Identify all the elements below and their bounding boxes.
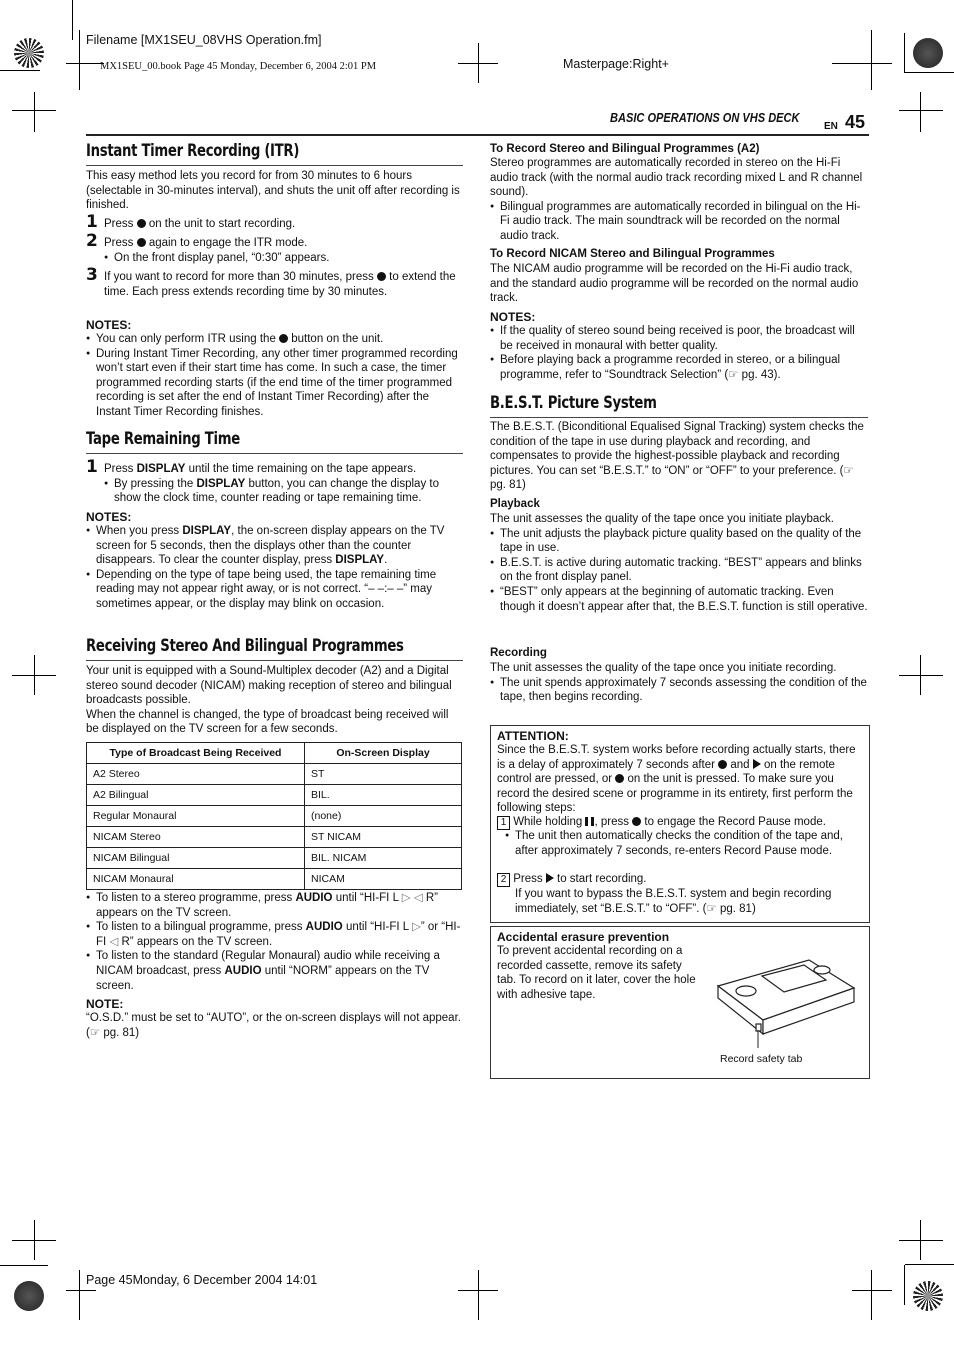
erasure-heading: Accidental erasure prevention bbox=[497, 930, 670, 944]
tape-step-1: Press DISPLAY until the time remaining on the tape appears. ● By pressing the DISPLAY button, you can change the display to show the clock time, counter reading or tape remaining time. bbox=[104, 462, 464, 506]
masterpage-label: Masterpage:Right+ bbox=[563, 57, 669, 71]
table-cell: ST bbox=[305, 764, 462, 785]
crop-line bbox=[899, 1240, 943, 1241]
list-item: ● Bilingual programmes are automatically recorded in bilingual on the Hi-Fi audio track. The main soundtrack will be recorded on the normal audio track. bbox=[490, 200, 870, 244]
list-item: ● “BEST” only appears at the beginning of automatic tracking. Even though it doesn’t appear after that, the B.E.S.T. function is still operative. bbox=[490, 585, 870, 614]
crop-line bbox=[904, 1265, 905, 1305]
step-number: 1 bbox=[86, 212, 98, 232]
section-underline bbox=[86, 660, 463, 661]
section-underline bbox=[86, 165, 463, 166]
play-button-icon bbox=[753, 759, 761, 769]
list-item: ● To listen to a stereo programme, press AUDIO until “HI-FI L ▷ ◁ R” appears on the TV screen. bbox=[86, 891, 464, 920]
section-title-best: B.E.S.T. Picture System bbox=[490, 393, 657, 413]
list-item: ● When you press DISPLAY, the on-screen display appears on the TV screen for 5 seconds, then the displays other than the counter disappears. To clear the counter display, press DISPLAY. bbox=[86, 524, 464, 568]
registration-mark-top-left bbox=[14, 38, 44, 68]
section-underline bbox=[490, 417, 868, 418]
crop-line bbox=[79, 1270, 80, 1320]
list-item: ● By pressing the DISPLAY button, you can change the display to show the clock time, counter reading or tape remaining time. bbox=[104, 477, 464, 506]
crop-line bbox=[905, 1264, 954, 1265]
attention-step-2: 2 Press to start recording. bbox=[497, 872, 867, 887]
column-header: Type of Broadcast Being Received bbox=[87, 743, 305, 764]
speaker-icon: ▷ bbox=[401, 892, 411, 904]
crop-line bbox=[34, 1220, 35, 1260]
book-info: MX1SEU_00.book Page 45 Monday, December 6, 2004 2:01 PM bbox=[100, 61, 377, 72]
section-underline bbox=[86, 453, 463, 454]
itr-step-1: Press on the unit to start recording. bbox=[104, 218, 296, 230]
crop-line bbox=[904, 33, 905, 73]
language-tag: EN bbox=[824, 121, 838, 132]
table-cell: BIL. NICAM bbox=[305, 848, 462, 869]
filename-label: Filename [MX1SEU_08VHS Operation.fm] bbox=[86, 33, 322, 47]
header-rule bbox=[86, 134, 869, 136]
attention-step-1: 1 While holding , press to engage the Record Pause mode. bbox=[497, 815, 867, 830]
list-item: ● B.E.S.T. is active during automatic tracking. “BEST” appears and blinks on the front display panel. bbox=[490, 556, 870, 585]
crop-line bbox=[920, 655, 921, 695]
note-heading: NOTE: bbox=[86, 997, 124, 1011]
crop-line bbox=[79, 30, 80, 90]
record-button-icon bbox=[137, 238, 146, 247]
safety-tab-label: Record safety tab bbox=[720, 1053, 803, 1065]
crop-line bbox=[72, 0, 73, 40]
table-cell: A2 Stereo bbox=[87, 764, 305, 785]
list-item: ● If the quality of stereo sound being received is poor, the broadcast will be received in monaural with better quality. bbox=[490, 324, 870, 353]
notes-heading: NOTES: bbox=[86, 510, 132, 524]
crop-line bbox=[66, 63, 104, 64]
crop-line bbox=[871, 30, 872, 90]
attention-step-2-text: If you want to bypass the B.E.S.T. system and begin recording immediately, set “B.E.S.T.” to “OFF”. (☞ pg. 81) bbox=[515, 888, 832, 915]
column-header: On-Screen Display bbox=[305, 743, 462, 764]
registration-mark-bottom-left bbox=[14, 1281, 44, 1311]
crop-line bbox=[478, 43, 479, 83]
table-header-row bbox=[87, 743, 462, 764]
crop-line bbox=[0, 70, 40, 71]
table-cell: NICAM Bilingual bbox=[87, 848, 305, 869]
step-number: 2 bbox=[86, 231, 98, 251]
table-cell: BIL. bbox=[305, 785, 462, 806]
subheading-a2: To Record Stereo and Bilingual Programmes (A2) bbox=[490, 143, 760, 155]
list-item: ● The unit adjusts the playback picture quality based on the quality of the tape in use. bbox=[490, 527, 870, 556]
crop-line bbox=[34, 92, 35, 132]
section-title-tape: Tape Remaining Time bbox=[86, 429, 240, 449]
list-item: ● Depending on the type of tape being used, the tape remaining time reading may not appear right away, or is not correct. “– –:– –” may sometimes appear, or the display may blink on occasion. bbox=[86, 568, 464, 612]
list-item: ● The unit then automatically checks the condition of the tape and, after approximately 7 seconds, re-enters Record Pause mode. bbox=[505, 829, 865, 858]
speaker-icon: ◁ bbox=[413, 892, 423, 904]
nicam-text: The NICAM audio programme will be recorded on the Hi-Fi audio track, and the standard audio programme will be recorded on the normal audio track. bbox=[490, 263, 859, 305]
section-header: BASIC OPERATIONS ON VHS DECK bbox=[610, 110, 800, 125]
step-number: 1 bbox=[86, 457, 98, 477]
crop-line bbox=[0, 1265, 48, 1266]
record-button-icon bbox=[718, 760, 727, 769]
crop-line bbox=[920, 1220, 921, 1260]
record-button-icon bbox=[632, 817, 641, 826]
list-item: ● On the front display panel, “0:30” appears. bbox=[104, 251, 462, 266]
record-button-icon bbox=[377, 272, 386, 281]
notes-heading: NOTES: bbox=[86, 318, 132, 332]
footer-text: Page 45Monday, 6 December 2004 14:01 bbox=[86, 1273, 318, 1287]
table-cell: ST NICAM bbox=[305, 827, 462, 848]
registration-mark-bottom-right bbox=[913, 1281, 943, 1311]
speaker-icon: ▷ bbox=[411, 921, 421, 934]
list-item: ● To listen to a bilingual programme, press AUDIO until “HI-FI L ▷” or “HI-FI ◁ R” appears on the TV screen. bbox=[86, 920, 464, 949]
registration-mark-top-right bbox=[913, 38, 943, 68]
table-row bbox=[87, 806, 462, 827]
table-cell: NICAM Monaural bbox=[87, 869, 305, 890]
crop-line bbox=[852, 1290, 892, 1291]
crop-line bbox=[920, 92, 921, 132]
itr-step-2: Press again to engage the ITR mode. ● On the front display panel, “0:30” appears. bbox=[104, 236, 462, 265]
page-number: 45 bbox=[845, 112, 866, 132]
crop-line bbox=[478, 1270, 479, 1320]
speaker-icon: ◁ bbox=[109, 935, 119, 948]
table-row bbox=[87, 848, 462, 869]
playback-text: The unit assesses the quality of the tape once you initiate playback. ● The unit adjusts the playback picture quality based on the quality of the tape in use. ● B.E.S.T. is active during automatic tracking. “BEST” appears and blinks on the front display panel. ● “BEST” only appears at the beginning of automatic tracking. Even though it doesn’t appear after that, the B.E.S.T. function is still operative. bbox=[490, 512, 870, 614]
best-intro: The B.E.S.T. (Biconditional Equalised Signal Tracking) system checks the condition of the tape in use during playback and recording, and compensates to provide the highest-possible playback and recording pictures. You can set “B.E.S.T.” to “ON” or “OFF” to your preference. (☞ pg. 81) bbox=[490, 421, 864, 492]
itr-notes bbox=[86, 332, 462, 420]
recording-text: The unit assesses the quality of the tape once you initiate recording. ● The unit spends approximately 7 seconds assessing the condition of the tape, then begins recording. bbox=[490, 661, 870, 705]
step-number: 3 bbox=[86, 265, 98, 285]
broadcast-table bbox=[86, 742, 462, 890]
attention-text: Since the B.E.S.T. system works before recording actually starts, there is a delay of approximately 7 seconds after and on the remote control are pressed, or on the unit is pressed. To make sure you record the desired scene or programme in its entirety, first perform the following steps: bbox=[497, 744, 856, 815]
crop-line bbox=[66, 1290, 96, 1291]
crop-line bbox=[899, 110, 943, 111]
itr-intro: This easy method lets you record for from 30 minutes to 6 hours (selectable in 30-minutes interval), and shuts the unit off after recording is finished. bbox=[86, 170, 460, 212]
attention-step-1-bullet bbox=[505, 829, 865, 858]
list-item: ● Before playing back a programme recorded in stereo, or a bilingual programme, refer to “Soundtrack Selection” (☞ pg. 43). bbox=[490, 353, 870, 382]
crop-line bbox=[905, 72, 954, 73]
crop-line bbox=[871, 1270, 872, 1320]
table-cell: (none) bbox=[305, 806, 462, 827]
erasure-text: To prevent accidental recording on a recorded cassette, remove its safety tab. To record on it later, cover the hole with adhesive tape. bbox=[497, 945, 696, 1001]
attention-heading: ATTENTION: bbox=[497, 729, 569, 743]
tape-notes bbox=[86, 524, 464, 612]
cassette-illustration bbox=[714, 958, 860, 1050]
itr-step-3: If you want to record for more than 30 minutes, press to extend the time. Each press extends recording time by 30 minutes. bbox=[104, 271, 456, 298]
list-item: ● The unit spends approximately 7 seconds assessing the condition of the tape, then begins recording. bbox=[490, 676, 870, 705]
record-button-icon bbox=[615, 774, 624, 783]
table-cell: NICAM bbox=[305, 869, 462, 890]
table-cell: Regular Monaural bbox=[87, 806, 305, 827]
play-button-icon bbox=[546, 873, 554, 883]
crop-line bbox=[899, 675, 943, 676]
crop-line bbox=[34, 655, 35, 695]
table-cell: A2 Bilingual bbox=[87, 785, 305, 806]
table-row bbox=[87, 785, 462, 806]
crop-line bbox=[832, 63, 892, 64]
notes-heading: NOTES: bbox=[490, 310, 536, 324]
stereo-bullets bbox=[86, 891, 464, 993]
stereo-right-notes bbox=[490, 324, 870, 382]
list-item: ● You can only perform ITR using the button on the unit. bbox=[86, 332, 462, 347]
record-button-icon bbox=[137, 219, 146, 228]
subheading-nicam: To Record NICAM Stereo and Bilingual Programmes bbox=[490, 248, 775, 260]
table-row bbox=[87, 764, 462, 785]
recording-heading: Recording bbox=[490, 647, 547, 659]
stereo-note: “O.S.D.” must be set to “AUTO”, or the on-screen displays will not appear. (☞ pg. 81) bbox=[86, 1012, 461, 1039]
record-button-icon bbox=[279, 334, 288, 343]
table-cell: NICAM Stereo bbox=[87, 827, 305, 848]
list-item: ● To listen to the standard (Regular Monaural) audio while receiving a NICAM broadcast, press AUDIO until “NORM” appears on the TV screen. bbox=[86, 949, 464, 993]
a2-text: Stereo programmes are automatically recorded in stereo on the Hi-Fi audio track (with the normal audio track recording mixed L and R channel sound). ● Bilingual programmes are automatically recorded in bilingual on the Hi-Fi audio track. The main soundtrack will be recorded on the normal audio track. bbox=[490, 156, 870, 244]
step-number-box: 2 bbox=[497, 873, 510, 887]
table-row bbox=[87, 869, 462, 890]
section-title-itr: Instant Timer Recording (ITR) bbox=[86, 141, 300, 161]
step-number-box: 1 bbox=[497, 816, 510, 830]
playback-heading: Playback bbox=[490, 498, 540, 510]
section-title-stereo: Receiving Stereo And Bilingual Programmes bbox=[86, 636, 404, 656]
table-row bbox=[87, 827, 462, 848]
stereo-intro: Your unit is equipped with a Sound-Multiplex decoder (A2) and a Digital stereo sound decoder (NICAM) making reception of stereo and bilingual broadcasts possible. When the channel is changed, the type of broadcast being received will be displayed on the TV screen for a few seconds. bbox=[86, 665, 452, 736]
list-item: ● During Instant Timer Recording, any other timer programmed recording won’t start even if their start time has come. In such a case, the timer programmed recording starts (if the end time of the timer programmed recording is set after the end of Instant Timer Recording) after the Instant Timer Recording finishes. bbox=[86, 347, 462, 420]
